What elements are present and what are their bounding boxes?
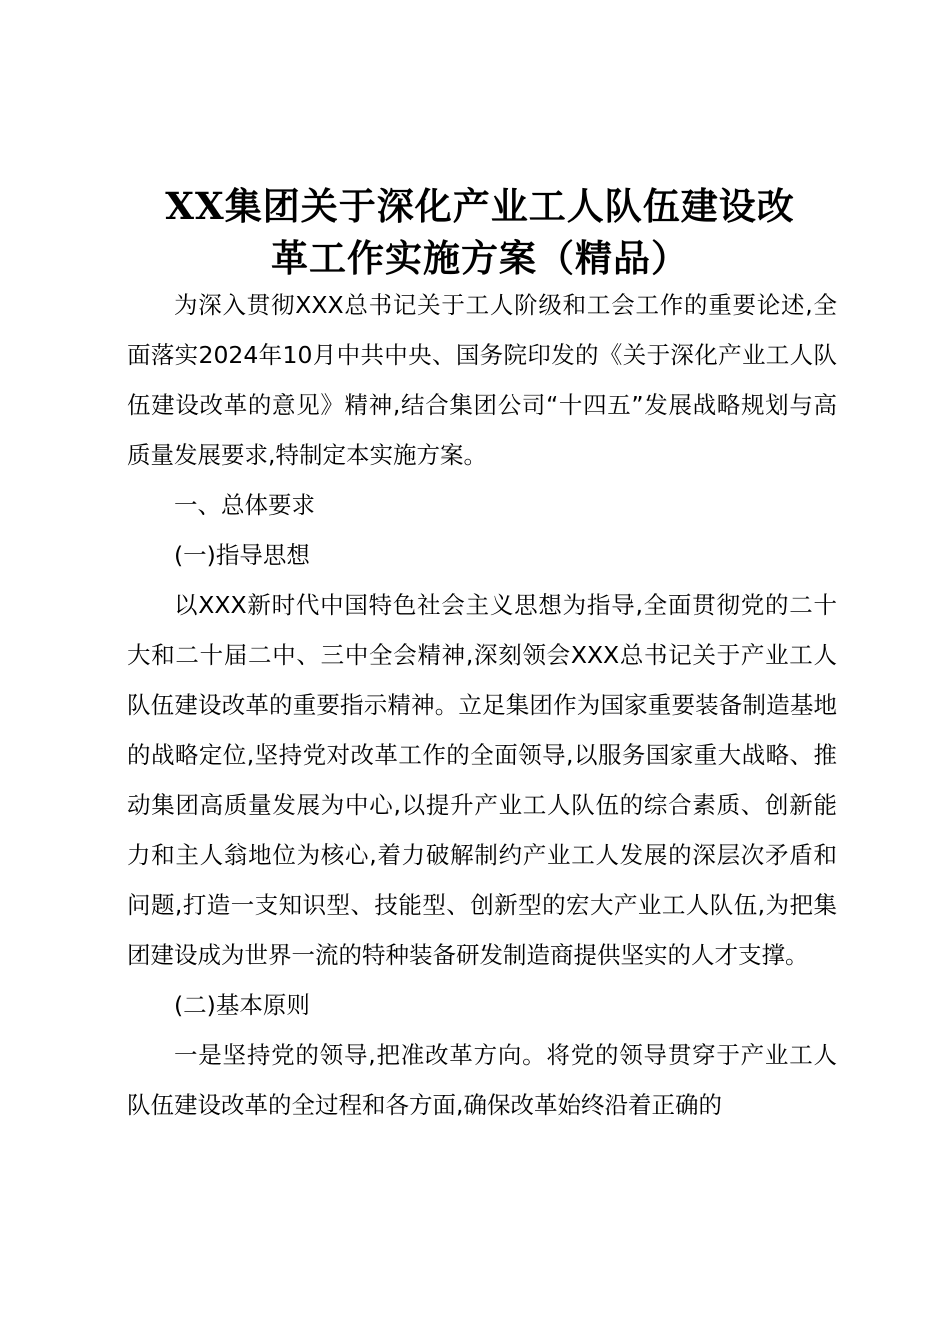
subsection-heading-basic-principles: (二)基本原则 — [174, 991, 310, 1019]
guiding-ideology-paragraph: 以XXX新时代中国特色社会主义思想为指导,全面贯彻党的二十大和二十届二中、三中全会精神,深刻领会XXX总书记关于产业工人队伍建设改革的重要指示精神。立足集团作为国家重要装备制造基地的战略定位,坚持党对改革工作的全面领导,以服务国家重大战略、推动集团高质量发展为中心,以提升产业工人队伍的综合素质、创新能力和主人翁地位为核心,着力破解制约产业工人发展的深层次矛盾和问题,打造一支知识型、技能型、创新型的宏大产业工人队伍,为把集团建设成为世界一流的特种装备研发制造商提供坚实的人才支撑。 — [127, 591, 837, 969]
document-body — [127, 280, 837, 1130]
section-heading-overall-requirements: 一、总体要求 — [174, 491, 315, 519]
intro-paragraph: 为深入贯彻XXX总书记关于工人阶级和工会工作的重要论述,全面落实2024年10月中共中央、国务院印发的《关于深化产业工人队伍建设改革的意见》精神,结合集团公司“十四五”发展战略规划与高质量发展要求,特制定本实施方案。 — [127, 291, 837, 469]
document-title-line-2: 革工作实施方案（精品） — [271, 236, 689, 280]
subsection-heading-guiding-ideology: (一)指导思想 — [174, 541, 310, 569]
document-title-line-1: XX集团关于深化产业工人队伍建设改 — [165, 184, 795, 228]
principle-one-paragraph: 一是坚持党的领导,把准改革方向。将党的领导贯穿于产业工人队伍建设改革的全过程和各方面,确保改革始终沿着正确的 — [127, 1041, 837, 1119]
